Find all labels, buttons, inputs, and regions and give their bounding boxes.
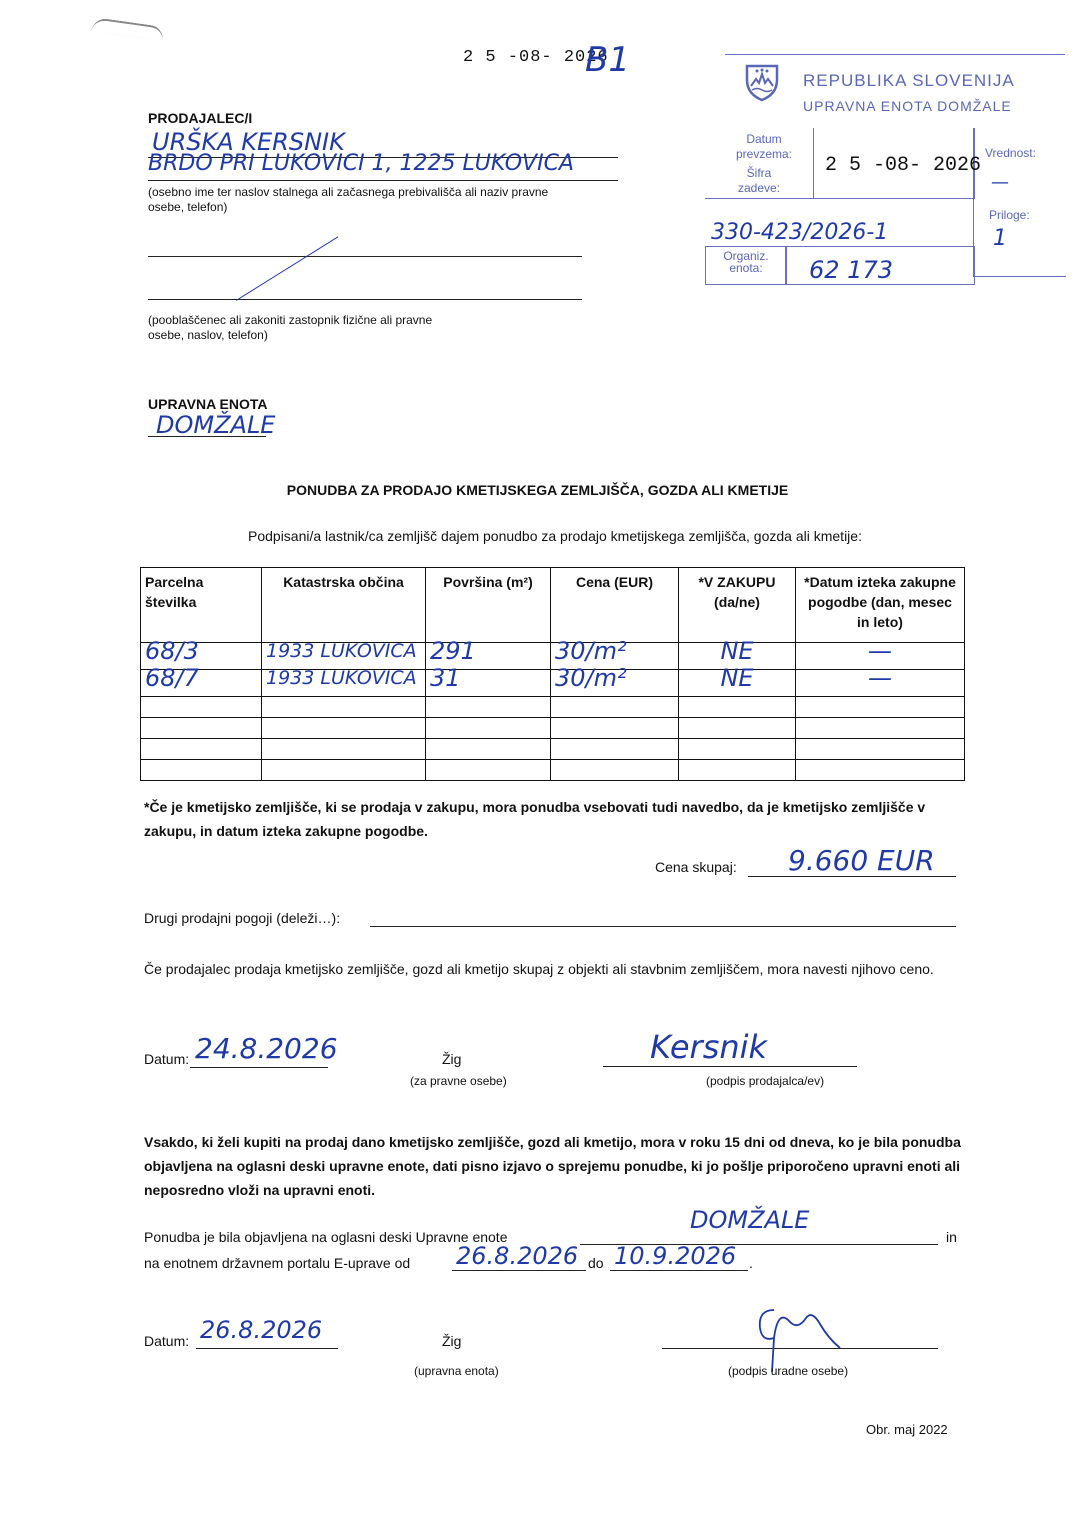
cell-cadastral: 1933 LUKOVICA [262,670,426,697]
table-row [141,718,965,739]
stamp-attachments-label: Priloge: [989,208,1030,222]
stamp-value-label: Vrednost: [985,146,1036,160]
table-row [141,697,965,718]
table-row [141,739,965,760]
date-line [190,1067,328,1068]
col-price: Cena (EUR) [551,568,679,643]
stamp-republic: REPUBLIKA SLOVENIJA [803,71,1015,90]
staple-mark [91,17,164,41]
date-value: 24.8.2026 [195,1032,338,1065]
cell-area: 31 [426,670,551,697]
stamp-received-label: Datum prevzema: [735,132,793,161]
official-caption: (podpis uradne osebe) [728,1364,849,1378]
seller-heading: PRODAJALEC/I [148,110,253,126]
col-cadastral: Katastrska občina [262,568,426,643]
cell-price: 30/m² [551,670,679,697]
other-terms-line [370,926,956,927]
publish-from: 26.8.2026 [456,1242,579,1270]
cell-area: 291 [426,643,551,670]
office-seal-label: Žig [442,1333,462,1349]
publish-from-line [452,1270,586,1271]
publish-to-line [610,1270,748,1271]
parcel-table [140,567,965,781]
cell-leased: NE [679,643,796,670]
authority-value: DOMŽALE [156,411,276,439]
form-revision: Obr. maj 2022 [866,1422,948,1437]
cell-cadastral: 1933 LUKOVICA [262,643,426,670]
objects-note: Če prodajalec prodaja kmetijsko zemljišče, gozd ali kmetijo skupaj z objekti ali stavbnim zemljiščem, mora navesti njihovo ceno. [144,961,934,977]
stamp-org-value: 62 173 [809,256,893,284]
signature-line [603,1066,857,1067]
seller-address-line [148,180,618,181]
coat-of-arms-icon [743,62,781,107]
seal-caption: (za pravne osebe) [410,1074,507,1088]
stamp-received-value: 2 5 -08- 2026 [825,154,982,177]
publish-to-label: do [588,1255,604,1271]
acceptance-notice: Vsakdo, ki želi kupiti na prodaj dano kmetijsko zemljišče, gozd ali kmetijo, mora v roku 15 dni od dneva, ko je bila ponudba objavljena na oglasni deski upravne enote, dati pisno izjavo o sprejemu ponudbe, ki jo pošlje priporočeno upravni enoti ali neposredno vloži na upravni enoti. [144,1134,961,1198]
total-label: Cena skupaj: [655,859,737,875]
other-terms-label: Drugi prodajni pogoji (deleži…): [144,910,341,926]
stamp-unit: UPRAVNA ENOTA DOMŽALE [803,98,1012,114]
lease-footnote: *Če je kmetijsko zemljišče, ki se prodaja v zakupu, mora ponudba vsebovati tudi navedbo, da je kmetijsko zemljišče v zakupu, in datum izteka zakupne pogodbe. [144,799,926,839]
office-date-label: Datum: [144,1333,190,1349]
table-row [141,760,965,781]
agent-line-1 [148,256,582,257]
date-label: Datum: [144,1051,190,1067]
cell-price: 30/m² [551,643,679,670]
receipt-stamp [705,54,1065,290]
stamp-case-value: 330-423/2026-1 [711,220,889,245]
agent-strike [236,236,338,300]
table-row [141,643,965,670]
agent-line-2 [148,299,582,300]
col-leased: *V ZAKUPU (da/ne) [679,568,796,643]
handwritten-mark: B1 [585,40,630,80]
form-intro: Podpisani/a lastnik/ca zemljišč dajem ponudbo za prodajo kmetijskega zemljišča, gozda ali kmetije: [248,528,862,544]
publish-to: 10.9.2026 [614,1242,737,1270]
seal-label: Žig [442,1051,462,1067]
cell-lease-end: — [796,643,965,670]
publish-unit: DOMŽALE [690,1206,810,1234]
authority-line [148,436,266,437]
office-date-value: 26.8.2026 [200,1316,323,1344]
publish-label-1: Ponudba je bila objavljena na oglasni deski Upravne enote [144,1229,508,1245]
signature-caption: (podpis prodajalca/ev) [706,1074,825,1088]
cell-parcel: 68/7 [141,670,262,697]
stamp-case-label: Šifra zadeve: [737,166,781,195]
cell-leased: NE [679,670,796,697]
publish-end: . [749,1255,753,1271]
stamp-value-value: — [991,172,1009,193]
total-value: 9.660 EUR [788,844,935,877]
seller-signature: Kersnik [650,1028,768,1066]
stamp-attachments-value: 1 [993,226,1007,251]
office-date-line [196,1348,338,1349]
col-lease-end: *Datum izteka zakupne pogodbe (dan, mesec in leto) [796,568,965,643]
publish-label-2: na enotnem državnem portalu E-uprave od [144,1255,411,1271]
office-seal-caption: (upravna enota) [414,1364,499,1378]
authority-heading: UPRAVNA ENOTA [148,396,268,412]
agent-caption: (pooblaščenec ali zakoniti zastopnik fizične ali pravne osebe, naslov, telefon) [148,313,433,342]
table-row [141,670,965,697]
seller-caption: (osebno ime ter naslov stalnega ali začasnega prebivališča ali naziv pravne osebe, telefon) [148,185,549,214]
publish-in: in [946,1229,957,1245]
seller-address: BRDO PRI LUKOVICI 1, 1225 LUKOVICA [148,151,574,176]
stamp-org-label: Organiz. enota: [723,249,769,275]
col-parcel: Parcelna številka [141,568,262,643]
form-title: PONUDBA ZA PRODAJO KMETIJSKEGA ZEMLJIŠČA, GOZDA ALI KMETIJE [286,482,789,498]
cell-parcel: 68/3 [141,643,262,670]
col-area: Površina (m²) [426,568,551,643]
receipt-date-stamp: 2 5 -08- 2026 [463,48,609,67]
cell-lease-end: — [796,670,965,697]
seller-name: URŠKA KERSNIK [152,128,345,156]
stamp-top-line [725,54,1065,55]
